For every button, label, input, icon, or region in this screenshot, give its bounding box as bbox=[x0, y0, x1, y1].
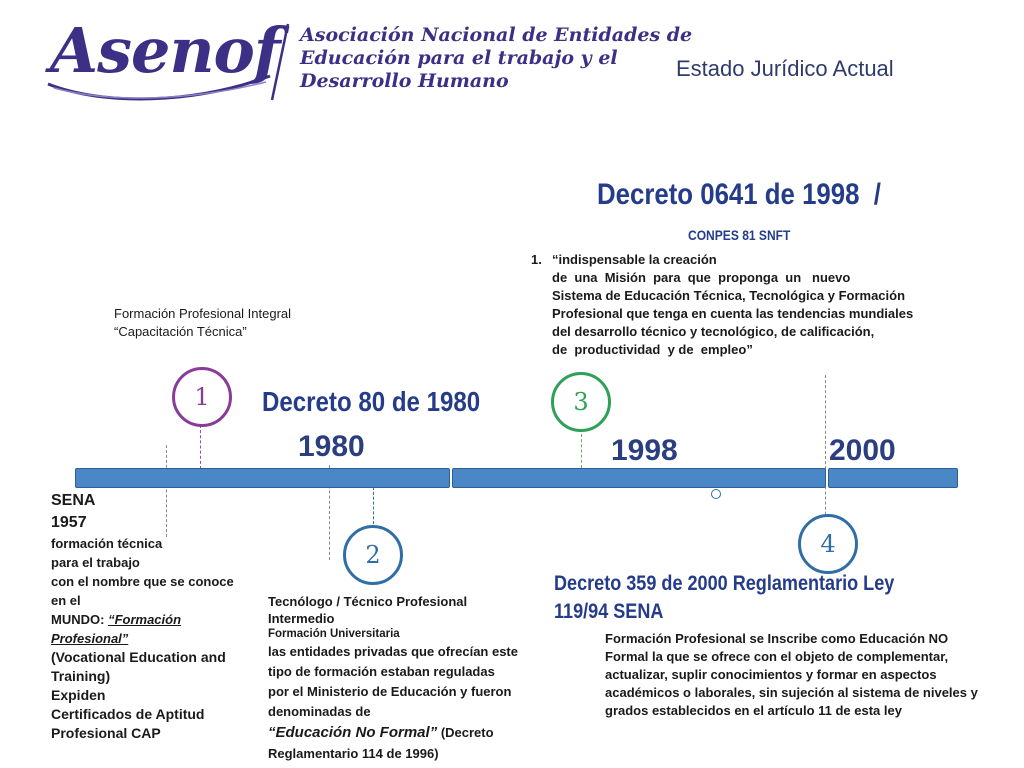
tecnologo-line-5: tipo de formación estaban reguladas bbox=[268, 664, 495, 679]
block-conpes-quote bbox=[531, 251, 951, 359]
logo-divider-icon bbox=[268, 22, 292, 102]
conpes-line-5: del desarrollo técnico y tecnológico, de calificación, bbox=[552, 324, 875, 339]
logo-org-line-2: Educación para el trabajo y el bbox=[300, 47, 618, 69]
connector-marker-1 bbox=[200, 425, 201, 469]
logo-org-line-3: Desarrollo Humano bbox=[300, 70, 509, 92]
logo-wordmark: Asenof bbox=[50, 14, 280, 87]
decreto-359-line-4: académicos o laborales, sin sujeción al sistema de niveles y bbox=[605, 685, 978, 700]
block-decreto-359-text bbox=[605, 630, 1015, 720]
decree-359-line-1: Decreto 359 de 2000 Reglamentario Ley bbox=[554, 572, 895, 595]
sena-line-7: Expiden bbox=[51, 687, 106, 703]
educacion-no-formal-quote: “Educación No Formal” bbox=[268, 724, 438, 741]
year-1998: 1998 bbox=[611, 434, 678, 467]
tecnologo-line-7: denominadas de bbox=[268, 704, 371, 719]
tecnologo-line-3: Formación Universitaria bbox=[268, 628, 400, 640]
decree-0641-1998: Decreto 0641 de 1998 / bbox=[597, 178, 881, 211]
conpes-81-snft: CONPES 81 SNFT bbox=[688, 227, 791, 243]
sena-mundo-value: “Formación bbox=[108, 612, 182, 627]
timeline-bar-segment-2 bbox=[452, 468, 826, 488]
conpes-line-2: de una Misión para que proponga un nuevo bbox=[552, 270, 851, 285]
sena-mundo bbox=[51, 610, 251, 629]
sena-mundo-label: MUNDO: bbox=[51, 612, 105, 627]
sena-line-4: en el bbox=[51, 593, 81, 608]
page-title: Estado Jurídico Actual bbox=[676, 56, 894, 81]
tecnologo-line-6: por el Ministerio de Educación y fueron bbox=[268, 684, 512, 699]
logo-organization-name bbox=[300, 24, 692, 93]
decreto-359-line-1: Formación Profesional se Inscribe como Educación NO bbox=[605, 631, 949, 646]
sena-mundo-value-2: Profesional” bbox=[51, 631, 129, 646]
sena-year: 1957 bbox=[51, 514, 87, 531]
sena-line-5: (Vocational Education and bbox=[51, 649, 226, 665]
conpes-list-number: 1. bbox=[531, 252, 542, 267]
tecnologo-line-8 bbox=[268, 722, 538, 744]
sena-line-9: Profesional CAP bbox=[51, 725, 161, 741]
connector-2000 bbox=[825, 375, 826, 535]
conpes-line-6: de productividad y de empleo” bbox=[552, 342, 753, 357]
formacion-integral-line-1: Formación Profesional Integral bbox=[114, 306, 292, 321]
timeline-small-circle-icon bbox=[711, 489, 721, 499]
logo-org-line-1: Asociación Nacional de Entidades de bbox=[300, 24, 693, 46]
decree-80-1980: Decreto 80 de 1980 bbox=[262, 386, 481, 417]
decreto-359-line-2: Formal la que se ofrece con el objeto de complementar, bbox=[605, 649, 949, 664]
sena-line-1: formación técnica bbox=[51, 536, 163, 551]
decree-359-line-2: 119/94 SENA bbox=[554, 600, 664, 623]
year-1980: 1980 bbox=[298, 430, 365, 463]
logo-swoosh-icon bbox=[44, 70, 274, 104]
tecnologo-line-1: Tecnólogo / Técnico Profesional bbox=[268, 594, 468, 609]
decree-359-2000 bbox=[554, 570, 894, 626]
year-2000: 2000 bbox=[829, 434, 896, 467]
block-formacion-integral bbox=[114, 305, 291, 341]
tecnologo-line-9: Reglamentario 114 de 1996) bbox=[268, 746, 439, 761]
marker-2: 2 bbox=[343, 525, 403, 585]
tecnologo-line-4: las entidades privadas que ofrecían este bbox=[268, 644, 518, 659]
conpes-line-1: “indispensable la creación bbox=[552, 252, 717, 267]
timeline-bar-segment-3 bbox=[828, 468, 958, 488]
sena-line-6: Training) bbox=[51, 668, 111, 684]
tecnologo-line-2: Intermedio bbox=[268, 611, 335, 626]
connector-marker-3 bbox=[581, 434, 582, 468]
sena-line-2: para el trabajo bbox=[51, 555, 140, 570]
sena-line-3: con el nombre que se conoce bbox=[51, 574, 234, 589]
marker-1: 1 bbox=[172, 367, 232, 427]
sena-line-8: Certificados de Aptitud bbox=[51, 706, 205, 722]
conpes-line-4: Profesional que tenga en cuenta las tendencias mundiales bbox=[552, 306, 914, 321]
connector-marker-2 bbox=[373, 487, 374, 529]
marker-4: 4 bbox=[798, 514, 858, 574]
decreto-ref-open: (Decreto bbox=[437, 725, 494, 740]
decreto-359-line-3: actualizar, suplir conocimientos y formar en aspectos bbox=[605, 667, 937, 682]
formacion-integral-line-2: “Capacitación Técnica” bbox=[114, 324, 247, 339]
sena-block bbox=[51, 490, 251, 743]
timeline-bar-segment-1 bbox=[75, 468, 450, 488]
conpes-line-3: Sistema de Educación Técnica, Tecnológica y Formación bbox=[552, 288, 906, 303]
decreto-359-line-5: grados establecidos en el artículo 11 de esta ley bbox=[605, 703, 902, 718]
marker-3: 3 bbox=[551, 372, 611, 432]
block-tecnologo bbox=[268, 593, 538, 764]
sena-title: SENA bbox=[51, 492, 96, 509]
